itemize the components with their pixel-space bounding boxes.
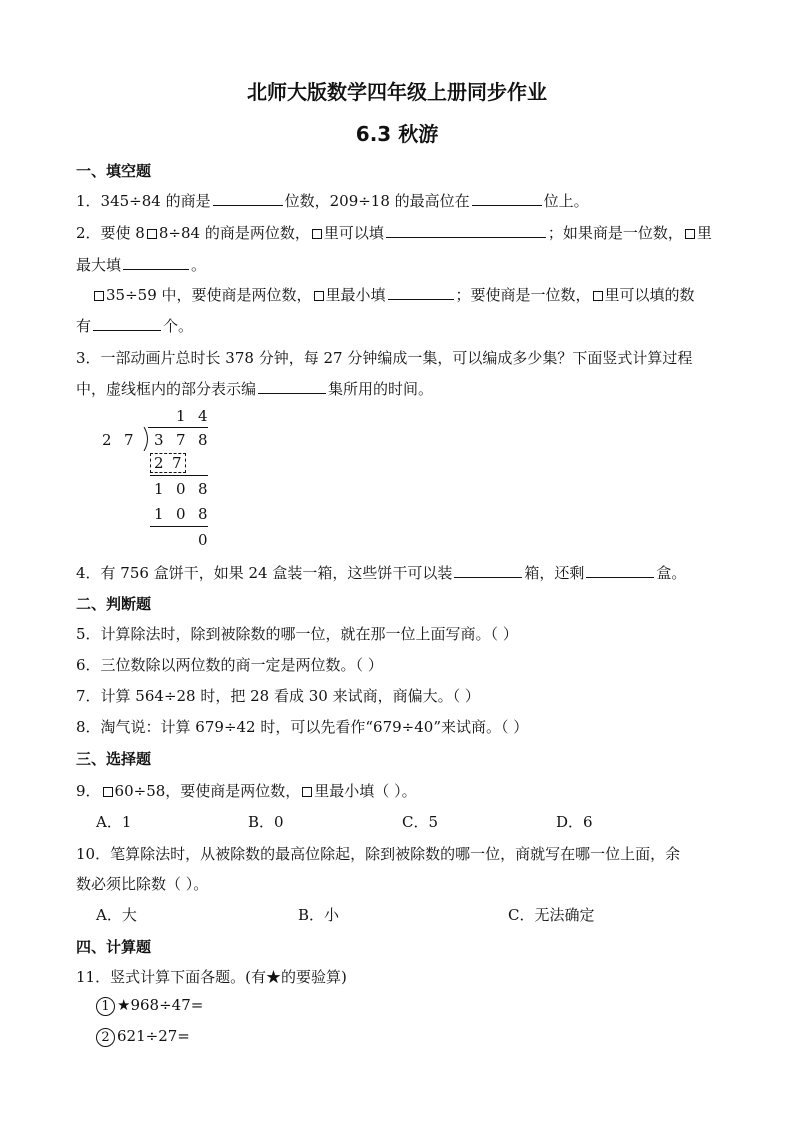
question-7: 7．计算 564÷28 时，把 28 看成 30 来试商，商偏大。（ ） [76,687,480,705]
step-digit: 1 [154,480,164,498]
divisor-digit: 7 [124,431,134,449]
step-digit: 1 [154,505,164,523]
section-heading-calc: 四、计算题 [76,938,152,956]
option-a[interactable]: A．大 [96,906,137,924]
step-digit: 8 [198,480,208,498]
answer-blank[interactable] [386,223,546,238]
answer-blank[interactable] [213,191,283,206]
dividend-digit: 8 [198,431,208,449]
box-icon [593,291,603,301]
question-2: 2．要使 8 8÷84 的商是两位数， 里可以填 ；如果商是一位数， 里 [76,224,712,242]
question-3-cont: 中，虚线框内的部分表示编 集所用的时间。 [76,380,434,398]
subtraction-line [150,526,208,527]
question-4: 4．有 756 盒饼干，如果 24 盒装一箱，这些饼干可以装 箱，还剩 盒。 [76,564,687,582]
answer-blank[interactable] [93,316,161,331]
answer-blank[interactable] [472,191,542,206]
question-2-cont: 最大填 。 [76,256,207,274]
answer-blank[interactable] [258,379,326,394]
question-10: 10．笔算除法时，从被除数的最高位除起，除到被除数的哪一位，商就写在哪一位上面，余 [76,845,681,863]
question-9: 9． 60÷58，要使商是两位数， 里最小填（ ）。 [76,782,417,800]
step-digit: 7 [172,454,182,472]
box-icon [312,229,322,239]
subtraction-line [150,475,208,476]
step-digit: 8 [198,505,208,523]
box-icon [302,787,312,797]
option-b[interactable]: B．小 [298,906,340,924]
division-bar [148,427,208,428]
division-bracket-icon [142,427,152,451]
answer-blank[interactable] [123,255,189,270]
question-6: 6．三位数除以两位数的商一定是两位数。（ ） [76,656,383,674]
dividend-digit: 7 [176,431,186,449]
question-8: 8．淘气说：计算 679÷42 时，可以先看作“679÷40”来试商。（ ） [76,718,529,736]
question-2-part-2: 35÷59 中，要使商是两位数， 里最小填 ；要使商是一位数， 里可以填的数 [92,284,695,305]
option-b[interactable]: B．0 [248,813,284,831]
calc-item: 1 ★968÷47= [96,996,203,1016]
section-heading-fill: 一、填空题 [76,162,152,180]
quotient-digit: 4 [198,407,208,425]
box-icon [103,787,113,797]
divisor-digit: 2 [102,431,112,449]
section-heading-judge: 二、判断题 [76,595,152,613]
dividend-digit: 3 [154,431,164,449]
page-title: 北师大版数学四年级上册同步作业 [247,80,547,104]
option-c[interactable]: C．5 [402,813,439,831]
question-5: 5．计算除法时，除到被除数的哪一位，就在那一位上面写商。（ ） [76,625,518,643]
question-2-cont-2: 有 个。 [76,317,194,335]
box-icon [147,229,157,239]
circled-number: 2 [96,1028,115,1047]
calc-item: 2 621÷27= [96,1027,190,1047]
question-1: 1．345÷84 的商是 位数，209÷18 的最高位在 位上。 [76,192,589,210]
option-c[interactable]: C．无法确定 [508,906,595,924]
circled-number: 1 [96,997,115,1016]
answer-blank[interactable] [454,563,522,578]
question-11: 11．竖式计算下面各题。(有★的要验算) [76,968,347,986]
answer-blank[interactable] [586,563,654,578]
question-10-cont: 数必须比除数（ ）。 [76,875,209,893]
box-icon [685,229,695,239]
option-a[interactable]: A．1 [96,813,132,831]
step-digit: 0 [176,480,186,498]
remainder-digit: 0 [198,531,208,549]
section-heading-choice: 三、选择题 [76,750,152,768]
box-icon [94,291,104,301]
question-3: 3．一部动画片总时长 378 分钟，每 27 分钟编成一集，可以编成多少集？下面竖式计算过程 [76,349,693,367]
box-icon [314,291,324,301]
option-d[interactable]: D．6 [556,813,593,831]
page-subtitle: 6.3 秋游 [355,122,439,146]
long-division-figure [96,405,236,555]
step-digit: 2 [154,454,164,472]
quotient-digit: 1 [176,407,186,425]
step-digit: 0 [176,505,186,523]
answer-blank[interactable] [388,285,454,300]
